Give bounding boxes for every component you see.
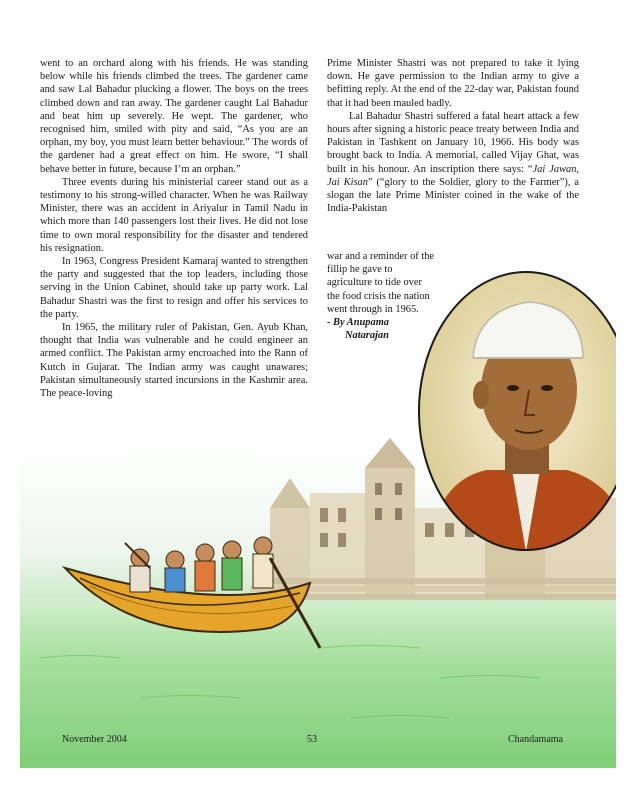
paragraph: In 1963, Congress President Kamaraj wanted to strengthen the party and suggested that the top leaders, including those serving in the Union Cabinet, should take up party work. Lal Bahadur Shastri was the first to resign and offer his services to the party. xyxy=(40,256,308,320)
paragraph: Prime Minister Shastri was not prepared to take it lying down. He gave permission to the Indian army to give a befitting reply. At the end of the 22-day war, Pakistan found that it had been mauled badly. xyxy=(327,58,579,109)
byline-line-1: - By Anupama xyxy=(327,317,389,329)
byline-line-2: Natarajan xyxy=(345,330,389,342)
paragraph: went to an orchard along with his friends. He was standing below while his friends climbed the trees. The gardener came and saw Lal Bahadur plucking a flower. The boys on the trees climbed down and ran away. The gardener caught Lal Bahadur and beat him up severely. He wept. The gardener, who recognised him, smiled with pity and said, “As you are an orphan, my boy, you must learn better behaviour.” The words of the gardener had a great effect on him. He swore, “I shall behave better in future, because I’m an orphan.” xyxy=(40,58,308,175)
article-right-column xyxy=(327,57,579,215)
text-run: ” (“glory to the Soldier, glory to the Farmer”), a slogan the late Prime Minister coined in the wake of the India-Pakistan xyxy=(327,176,580,215)
author-byline xyxy=(327,316,435,342)
text-run: Lal Bahadur Shastri suffered a fatal heart attack a few hours after signing a historic peace treaty between India and Pakistan in Tashkent on January 10, 1966. His body was brought back to India. A memorial, called Vijay Ghat, was built in his honour. An inscription there says: “ xyxy=(327,110,579,175)
page-number: 53 xyxy=(307,734,317,745)
paragraph: war and a reminder of the fillip he gave to agriculture to tide over the food crisis the nation went through in 1965. xyxy=(327,251,435,315)
paragraph xyxy=(327,110,579,216)
magazine-name: Chandamama xyxy=(508,734,563,745)
portrait-lal-bahadur-shastri xyxy=(417,270,616,552)
footer-date: November 2004 xyxy=(62,734,127,745)
article-right-narrow-column xyxy=(327,250,435,342)
slogan-text: Jai Jawan, Jai Kisan xyxy=(327,163,579,188)
paragraph: Three events during his ministerial career stand out as a testimony to his strong-willed character. When he was Railway Minister, there was an accident in Ariyalur in Tamil Nadu in which more than 140 passengers lost their lives. He did not lose time to own moral responsibility for the disaster and tendered his resignation. xyxy=(40,176,308,254)
paragraph: In 1965, the military ruler of Pakistan, Gen. Ayub Khan, thought that India was vulnerable and he could engineer an armed conflict. The Pakistan army encroached into the Rann of Kutch in Gujarat. The Indian army was caught unawares; Pakistan simultaneously started incursions in the Kashmir area. The peace-loving xyxy=(40,322,308,400)
article-left-column xyxy=(40,57,308,400)
